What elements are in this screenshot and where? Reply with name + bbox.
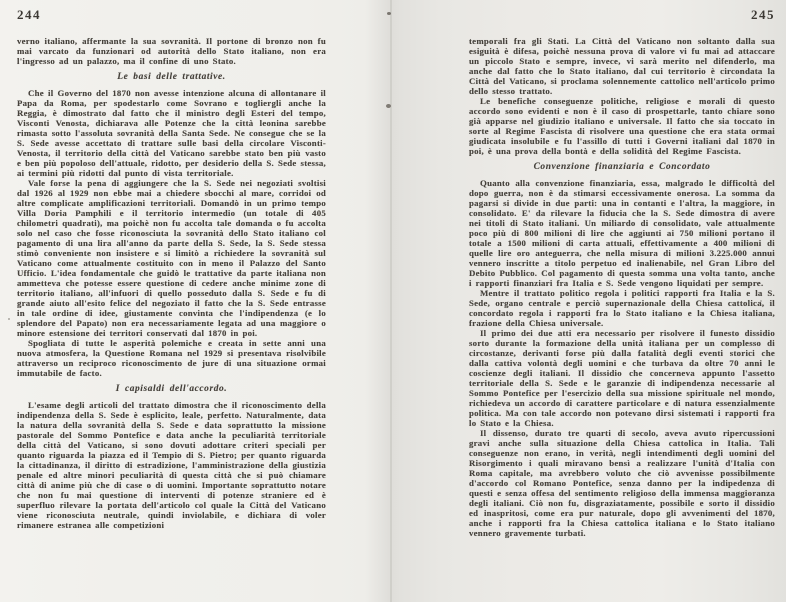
- paragraph: Il primo dei due atti era necessario per risolvere il funesto dissidio sorto durante la formazione della unità italiana per un complesso di circostanze, derivanti forse più dalla fatalità degli eventi storici che dalla cattiva volontà degli uomini e che turbava da oltre 70 anni le coscienze degli italiani. Il dissidio che concerneva appunto l'assetto territoriale della S. Sede e le garanzie di indipendenza necessarie al Sommo Pontefice per l'esercizio della sua missione spirituale nel mondo, richiedeva un accordo di carattere particolare e di natura essenzialmente politica. Ma con tale accordo non potevano dirsi sistemati i rapporti fra lo Stato e la Chiesa.: [469, 328, 775, 428]
- page-245: [469, 7, 775, 538]
- paragraph: Quanto alla convenzione finanziaria, essa, malgrado le difficoltà del dopo guerra, non è da stimarsi eccessivamente onerosa. La somma da pagarsi si divide in due parti: una in contanti e l'altra, la maggiore, in consolidato. E' da rilevare la fiducia che la S. Sede dimostra di avere nei titoli di Stato italiani. Un miliardo di consolidato, vale attualmente poco più di 800 milioni di lire che aggiunti ai 750 milioni portano il totale a 1500 milioni di carta attuali, effettivamente a 400 milioni di quelle lire oro anteguerra, che nella misura di milioni 3.225.000 annui vennero inscritte a titolo perpetuo ed inalienabile, nel Gran Libro del Debito Pubblico. Col pagamento di questa somma una volta tanto, anche i rapporti finanziari fra Italia e S. Sede vengono liquidati per sempre.: [469, 178, 775, 288]
- paragraph: Le benefiche conseguenze politiche, religiose e morali di questo accordo sono evidenti e non è il caso di prospettarle, tanto chiare sono già apparse nel giudizio italiano e universale. Il fatto che sia toccato in sorte al Regime Fascista di risolvere una questione che era stata ormai giudicata insolubile e fu l'assillo di tutti i Governi italiani dal 1870 in poi, è una prova della bontà e della solidità del Regime Fascista.: [469, 96, 775, 156]
- page-244-body: [17, 36, 326, 530]
- page-244: [17, 7, 326, 530]
- paragraph: Spogliata di tutte le asperità polemiche e creata in sette anni una nuova atmosfera, la Questione Romana nel 1929 si presentava risolvibile attraverso un reciproco riconoscimento de jure di una situazione ormai immutabile de facto.: [17, 338, 326, 378]
- binding-stitch-speck: [386, 104, 391, 108]
- paragraph: Il dissenso, durato tre quarti di secolo, aveva avuto ripercussioni gravi anche sulla situazione della Chiesa cattolica in Italia. Tali conseguenze non erano, in verità, negli intendimenti degli uomini del Risorgimento i quali miravano bensì a realizzare l'unità d'Italia con Roma capitale, ma avrebbero voluto che ciò avvenisse possibilmente d'accordo col Romano Pontefice, senza danno per la indipedenza di questi e senza offesa del sentimento religioso della immensa maggioranza degli italiani. Ciò non fu, disgraziatamente, possibile e sorto il dissidio ed inaspritosi, come era pur naturale, dopo gli avvenimenti del 1870, anche i rapporti fra la Chiesa cattolica italiana e lo Stato italiano vennero gravemente turbati.: [469, 428, 775, 538]
- page-number: 245: [751, 7, 775, 22]
- section-heading: Le basi delle trattative.: [117, 72, 226, 82]
- paragraph: verno italiano, affermante la sua sovranità. Il portone di bronzo non fu mai varcato da funzionari od autorità dello Stato italiano, non era l'ingresso ad un palazzo, ma il confine di uno Stato.: [17, 36, 326, 66]
- section-heading: I capisaldi dell'accordo.: [115, 384, 228, 394]
- paragraph: Vale forse la pena di aggiungere che la S. Sede nei negoziati svoltisi dal 1926 al 1929 non ebbe mai a chiedere sbocchi al mare, corridoi od altre complicate amplificazioni territoriali. Domandò in un primo tempo Villa Doria Pamphili e il territorio intermedio (un totale di 405 chilometri quadrati), ma poichè non fu accolta tale domanda o fu accolta solo nel caso che fosse riconosciuta la sovranità dello Stato italiano col pagamento di una lira all'anno da parte della S. Sede, la S. Sede stessa stimò conveniente non insistere e si limitò a richiedere la sovranità sul Vaticano come attualmente costituito con in meno il Palazzo del Santo Ufficio. L'idea fondamentale che guidò le trattative da parte italiana non ammetteva che potesse essere questione di cedere anche minime zone di territorio italiano, all'infuori di quello posseduto dalla S. Sede e fu di grande aiuto all'esito felice del negoziato il fatto che la S. Sede entrasse in tale ordine di idee, giustamente convinta che l'indipendenza (e lo splendore del Papato) non era necessariamente legata ad una maggiore o minore estensione dei territori conservati dal 1870 in poi.: [17, 178, 326, 338]
- paragraph: Che il Governo del 1870 non avesse intenzione alcuna di allontanare il Papa da Roma, per spodestarlo come Sovrano e togliergli anche la Reggia, è dimostrato dal fatto che il ministro degli Esteri del tempo, Visconti Venosta, dichiarava alle Potenze che la città leonina sarebbe rimasta sotto l'assoluta sovranità della Santa Sede. Ne consegue che se la S. Sede avesse accettato di trattare sulle basi della circolare Visconti-Venosta, il territorio della città del Vaticano sarebbe stato ben più vasto e ben più popoloso dell'attuale, ridotto, per desiderio della S. Sede stessa, ai termini più ridotti dal punto di vista territoriale.: [17, 88, 326, 178]
- page-245-body: [469, 36, 775, 538]
- scan-speck: [8, 318, 10, 320]
- binding-stitch-speck: [387, 12, 391, 15]
- paragraph: L'esame degli articoli del trattato dimostra che il riconoscimento della indipendenza della S. Sede è esplicito, leale, perfetto. Naturalmente, data la natura della sovranità della S. Sede e data soprattutto la missione pastorale del Sommo Pontefice e data anche la peculiarità territoriale della città del Vaticano, si sono dovuti adottare criteri speciali per quanto riguarda la piazza ed il Tempio di S. Pietro; per quanto riguarda la cittadinanza, il diritto di estradizione, l'amministrazione della giustizia penale ed altre minori peculiarità di questa città che si può chiamare città di anime più che di case o di uomini. Importante soprattutto notare che non fu mai questione di interventi di potenze straniere ed è superfluo rilevare la portata dell'articolo col quale la Città del Vaticano viene riconosciuta neutrale, quindi inviolabile, e dichiara di voler rimanere estranea alle competizioni: [17, 400, 326, 530]
- page-number: 244: [17, 7, 41, 22]
- gutter-fold: [390, 0, 392, 602]
- paragraph: Mentre il trattato politico regola i politici rapporti fra Italia e la S. Sede, organo centrale e perciò supernazionale della Chiesa cattolica, il concordato regola i rapporti fra lo Stato italiano e la Chiesa italiana, frazione della Chiesa universale.: [469, 288, 775, 328]
- section-heading: Convenzione finanziaria e Concordato: [533, 162, 711, 172]
- paragraph: temporali fra gli Stati. La Città del Vaticano non soltanto dalla sua esiguità è difesa, poichè nessuna prova di valore vi fu mai ad attaccare un piccolo Stato e sempre, invece, vi sarà merito nel difenderlo, ma anche dal fatto che lo Stato italiano, dal cui territorio è circondata la Città del Vaticano, si proclama solennemente cattolico nell'articolo primo dello stesso trattato.: [469, 36, 775, 96]
